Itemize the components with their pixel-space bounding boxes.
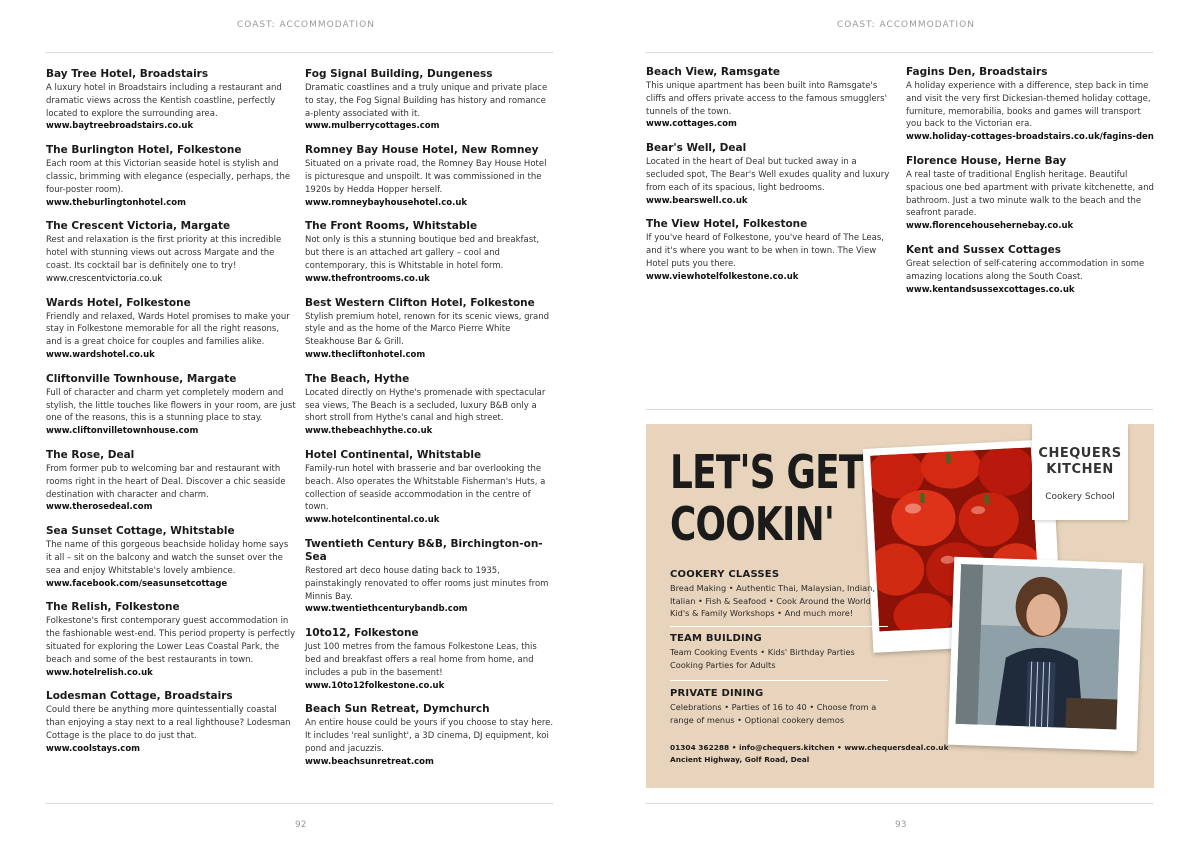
listing-url[interactable]: www.beachsunretreat.com [305,756,434,767]
listing-description: Great selection of self-catering accommodation in some amazing locations along the South Coast. [906,258,1145,282]
listing-url[interactable]: www.thefrontrooms.co.uk [305,273,430,284]
listing-title: 10to12, Folkestone [305,627,419,640]
ad-address: Ancient Highway, Golf Road, Deal [670,755,810,764]
listing [906,66,1156,144]
listing [305,144,555,209]
listing-title: The Front Rooms, Whitstable [305,220,478,233]
divider [46,52,553,53]
listing [305,373,555,438]
listing-url[interactable]: www.10to12folkestone.co.uk [305,680,445,691]
listing-url[interactable]: www.bearswell.co.uk [646,195,748,206]
listing-url[interactable]: www.coolstays.com [46,743,141,754]
ad-headline-line2: COOKIN' [670,497,835,551]
ad-section-title: TEAM BUILDING [670,633,762,644]
divider [46,803,553,804]
listing-title: Florence House, Herne Bay [906,154,1067,167]
listing-url[interactable]: www.cottages.com [646,119,737,130]
listing-title: Beach Sun Retreat, Dymchurch [305,703,490,716]
listing [46,373,296,438]
listing-title: Best Western Clifton Hotel, Folkestone [305,296,535,309]
listing-description: A holiday experience with a difference, step back in time and visit the very first Dickesian-themed holiday cottage, furniture, memorabilia, books and games will transport you back to the Victorian era. [906,81,1151,130]
listing-description: Friendly and relaxed, Wards Hotel promises to make your stay in Folkestone memorable for all the right reasons, and is a great choice for couples and families alike. [46,311,290,348]
listing-description: Full of character and charm yet completely modern and stylish, the little touches like flowers in your room, are just one of the reasons, this is a stunning place to stay. [46,387,296,424]
page-number-right: 93 [895,820,907,830]
listing-url[interactable]: www.baytreebroadstairs.co.uk [46,121,194,132]
listing-description: Located in the heart of Deal but tucked away in a secluded spot, The Bear's Well exudes quality and luxury from each of its spacious, light bedrooms. [646,157,890,193]
listing-url[interactable]: www.cliftonvilletownhouse.com [46,426,199,437]
listing-title: Sea Sunset Cottage, Whitstable [46,525,235,538]
divider [646,409,1153,410]
listing-description: Not only is this a stunning boutique bed and breakfast, but there is an attached art gallery – cool and contemporary, this is Whitstable in hotel form. [305,235,540,271]
listing-title: The Beach, Hythe [305,372,410,385]
listing-description: Situated on a private road, the Romney Bay House Hotel is picturesque and unspoilt. It was commissioned in the 1920s by Hedda Hopper herself. [305,159,547,195]
chef-image [956,564,1122,730]
listing-description: A real taste of traditional English heritage. Beautiful spacious one bed apartment with private kitchenette, and bathroom. Just a two minute walk to the beach and the seafront parade. [906,169,1154,219]
listing-title: The Burlington Hotel, Folkestone [46,144,242,157]
divider [646,803,1153,804]
listing-description: Dramatic coastlines and a truly unique and private place to stay, the Fog Signal Building has history and romance a-plenty associated with it. [305,83,548,119]
ad-section-body: Bread Making • Authentic Thai, Malaysian, Indian, Italian • Fish & Seafood • Cook Around the World Kid's & Family Workshops • And much more! [670,583,875,618]
listing [46,68,296,133]
listing [305,627,555,692]
listing-description: Each room at this Victorian seaside hotel is stylish and classic, brimming with elegance (especially, perhaps, the four-poster room). [46,159,291,195]
listing-description: Rest and relaxation is the first priority at this incredible hotel with stunning views out across Margate and the coast. Its cocktail bar is definitely one to try! [46,235,282,271]
ad-section-body: Celebrations • Parties of 16 to 40 • Choose from a range of menus • Optional cookery demos [670,702,877,725]
ad-section-title: COOKERY CLASSES [670,569,780,580]
listing-description: Stylish premium hotel, renown for its scenic views, grand style and as the home of the Marco Pierre White Steakhouse Bar & Grill. [305,311,549,348]
listing-title: Beach View, Ramsgate [646,66,781,78]
listing-description: A luxury hotel in Broadstairs including a restaurant and dramatic views across the Kentish coastline, perfectly located to explore the surrounding area. [46,83,282,119]
listing-description: Folkestone's first contemporary guest accommodation in the fashionable west-end. This period property is perfectly situated for exploring the Lower Leas Coastal Park, the beach and some of the best restaurants in town. [46,616,296,665]
listing-url[interactable]: www.romneybayhousehotel.co.uk [305,197,468,208]
listing [305,297,555,362]
listing-description: The name of this gorgeous beachside holiday home says it all – sit on the balcony and watch the sunset over the sea and enjoy Whitstable's lovely ambience. [46,540,289,576]
listing [46,690,296,755]
listing-description: From former pub to welcoming bar and restaurant with rooms right in the heart of Deal. Discover a chic seaside destination with character and charm. [46,463,286,500]
listing [305,68,555,133]
chef-photo [948,557,1143,751]
listing-column-3 [646,66,896,295]
listing [646,66,896,131]
listing-url[interactable]: www.hotelcontinental.co.uk [305,515,440,526]
listing-title: Bay Tree Hotel, Broadstairs [46,68,209,80]
page-number-left: 92 [295,820,307,830]
ad-section-title: PRIVATE DINING [670,688,764,699]
listing-url[interactable]: www.hotelrelish.co.uk [46,667,153,678]
logo-text: CHEQUERS KITCHEN [1038,446,1122,477]
listing [646,218,896,283]
listing-url[interactable]: www.kentandsussexcottages.co.uk [906,284,1075,295]
listing-title: Cliftonville Townhouse, Margate [46,372,237,385]
listing-title: The Relish, Folkestone [46,601,180,614]
listing-column-1 [46,68,296,766]
listing-title: Fog Signal Building, Dungeness [305,68,493,80]
listing-title: The Rose, Deal [46,448,135,461]
listing-url[interactable]: www.wardshotel.co.uk [46,349,155,360]
listing-url[interactable]: www.thebeachhythe.co.uk [305,426,433,437]
listing-url[interactable]: www.florencehousehernebay.co.uk [906,221,1074,232]
section-header-right: COAST: ACCOMMODATION [837,20,975,30]
listing [46,449,296,514]
listing-url[interactable]: www.mulberrycottages.com [305,121,440,132]
listing [46,220,296,285]
logo-subtitle: Cookery School [1045,492,1115,502]
divider [670,680,888,681]
listing-description: Could there be anything more quintessentially coastal than enjoying a stay next to a real lighthouse? Lodesman Cottage is the place to do just that. [46,705,291,741]
ad-section-body: Team Cooking Events • Kids' Birthday Parties Cooking Parties for Adults [670,647,855,670]
listing-title: Wards Hotel, Folkestone [46,296,191,309]
ad-section-private-dining [670,688,888,726]
divider [670,626,888,627]
listing-title: The View Hotel, Folkestone [646,218,808,231]
listing-url[interactable]: www.viewhotelfolkestone.co.uk [646,271,799,282]
chequers-kitchen-logo [1032,424,1128,520]
listing-column-2 [305,68,555,779]
listing [305,220,555,285]
listing-url[interactable]: www.twentiethcenturybandb.com [305,604,468,615]
divider [646,52,1153,53]
ad-headline-line1: LET'S GET [670,445,863,499]
listing-title: The Crescent Victoria, Margate [46,220,231,233]
listing-description: Restored art deco house dating back to 1935, painstakingly renovated to offer rooms just minutes from Minnis Bay. [305,565,549,602]
listing-url[interactable]: www.therosedeal.com [46,502,153,513]
listing [46,297,296,362]
listing-url[interactable]: www.crescentvictoria.co.uk [46,273,163,284]
listing-description: An entire house could be yours if you choose to stay here. It includes 'real sunlight', a 3D cinema, DJ equipment, koi pond and jacuzzis. [305,718,554,754]
listing [305,703,555,768]
listing-title: Hotel Continental, Whitstable [305,448,482,461]
listing [46,525,296,590]
listing-title: Kent and Sussex Cottages [906,243,1061,256]
ad-section-team-building [670,633,888,671]
listing-description: Family-run hotel with brasserie and bar overlooking the beach. Also operates the Whitstable Fisherman's Huts, a collection of seaside accommodation in the centre of town. [305,463,546,513]
listing [906,155,1156,233]
listing [46,601,296,679]
chequers-kitchen-advert [646,424,1154,788]
listing [646,142,896,207]
section-header-left: COAST: ACCOMMODATION [237,20,375,30]
listing-url[interactable]: www.theburlingtonhotel.com [46,197,186,208]
ad-section-cookery-classes [670,569,888,620]
listing-title: Romney Bay House Hotel, New Romney [305,144,539,157]
listing-description: This unique apartment has been built into Ramsgate's cliffs and offers private access to the famous smugglers' tunnels of the town. [646,81,887,117]
ad-headline [670,446,863,550]
listing-description: If you've heard of Folkestone, you've heard of The Leas, and it's where you want to be when in town. The View Hotel puts you there. [646,233,885,269]
listing-url[interactable]: www.facebook.com/seasunsetcottage [46,578,228,589]
listing-description: Located directly on Hythe's promenade with spectacular sea views, The Beach is a secluded, luxury B&B only a short stroll from Hythe's canal and high street. [305,387,546,424]
listing [46,144,296,209]
listing-url[interactable]: www.thecliftonhotel.com [305,349,426,360]
listing [906,244,1156,296]
listing-column-4 [906,66,1156,307]
listing-title: Bear's Well, Deal [646,142,747,155]
listing-description: Just 100 metres from the famous Folkestone Leas, this bed and breakfast offers a real home from home, and includes a pub in the basement! [305,642,537,678]
ad-contact-details: 01304 362288 • info@chequers.kitchen • www.chequersdeal.co.uk [670,743,949,752]
listing-url[interactable]: www.holiday-cottages-broadstairs.co.uk/fagins-den [906,132,1154,143]
listing [305,538,555,616]
listing [305,449,555,527]
listing-title: Twentieth Century B&B, Birchington-on-Sea [305,537,543,563]
listing-title: Lodesman Cottage, Broadstairs [46,690,233,703]
ad-contact [670,742,948,766]
listing-title: Fagins Den, Broadstairs [906,66,1048,78]
